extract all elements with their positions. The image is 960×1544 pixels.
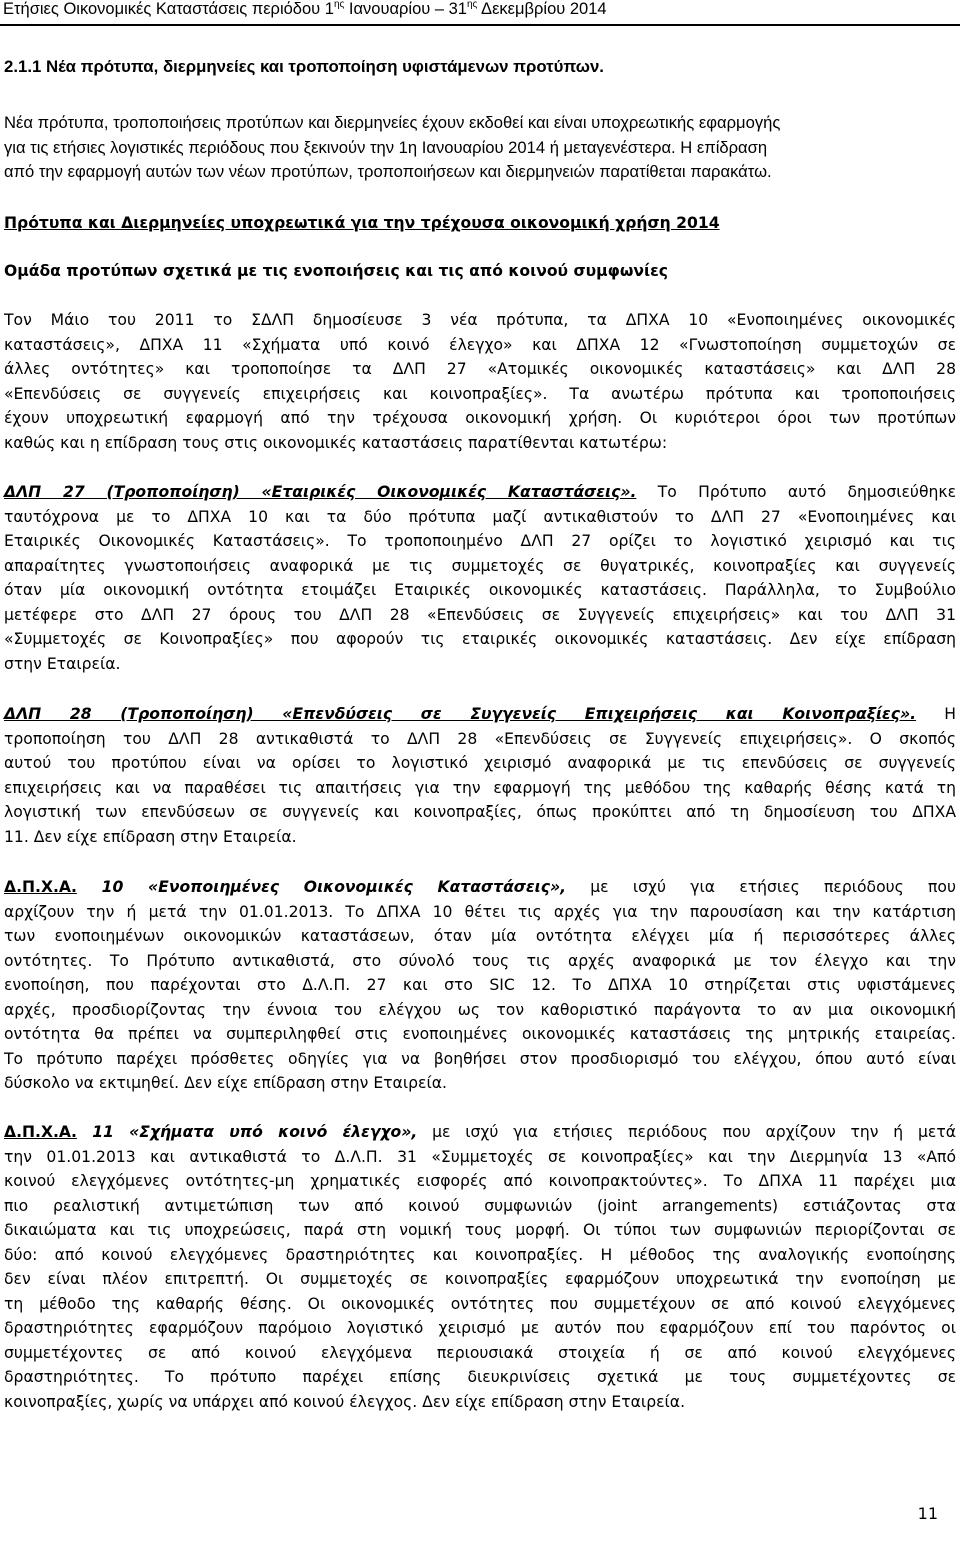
header-rule [0,24,960,26]
page-number: 11 [917,1504,938,1523]
paragraph-line: καταστάσεις», ΔΠΧΑ 11 «Σχήματα υπό κοινό έλεγχο» και ΔΠΧΑ 12 «Γνωστοποίηση συμμετοχών σε [4,335,956,354]
ias28-title: ΔΛΠ 28 (Τροποποίηση) «Επενδύσεις σε Συγγενείς Επιχειρήσεις και Κοινοπραξίες». [4,705,917,723]
paragraph-line: καθώς και η επίδραση τους στις οικονομικές καταστάσεις παρατίθενται κατωτέρω: [4,433,668,452]
paragraph-line: Δ.Π.Χ.Α. 11 «Σχήματα υπό κοινό έλεγχο», με ισχύ για ετήσιες περιόδους που αρχίζουν την ή μετά [4,1123,956,1141]
paragraph-line: ΔΛΠ 28 (Τροποποίηση) «Επενδύσεις σε Συγγενείς Επιχειρήσεις και Κοινοπραξίες». Η [4,705,957,723]
paragraph-line: άλλες οντότητες» και τροποποίησε τα ΔΛΠ 27 «Ατομικές οικονομικές καταστάσεις» και ΔΛΠ 28 [4,360,956,378]
paragraph-line: 11. Δεν είχε επίδραση στην Εταιρεία. [4,827,297,846]
paragraph-line: απαραίτητες γνωστοποιήσεις αναφορικά με τις συμμετοχές σε θυγατρικές, κοινοπραξίες και συγγενείς [4,556,956,575]
paragraph-line: οντότητες. Το Πρότυπο αντικαθιστά, στο σύνολό τους τις αρχές αναφορικά με τον έλεγχο και την [4,951,956,970]
paragraph-line: κοινοπραξίες, χωρίς να υπάρχει από κοινού έλεγχος. Δεν είχε επίδραση στην Εταιρεία. [4,1392,686,1411]
ifrs11-paragraph [4,1120,956,1414]
paragraph-line: μετέφερε στο ΔΛΠ 27 όρους του ΔΛΠ 28 «Επενδύσεις σε Συγγενείς επιχειρήσεις» και του ΔΛΠ 31 [4,605,956,624]
subheading: Πρότυπα και Διερμηνείες υποχρεωτικά για την τρέχουσα οικονομική χρήση 2014 [4,214,720,232]
paragraph-line: δύο: από κοινού ελεγχόμενες δραστηριότητες και κοινοπραξίες. Η μέθοδος της αναλογικής ενοποίησης [4,1245,956,1264]
paragraph-line: δύσκολο να εκτιμηθεί. Δεν είχε επίδραση στην Εταιρεία. [4,1074,447,1092]
group-heading: Ομάδα προτύπων σχετικά με τις ενοποιήσεις και τις από κοινού συμφωνίες [4,262,669,280]
paragraph-line: όταν μία οικονομική οντότητα ετοιμάζει Εταιρικές οικονομικές καταστάσεις. Παράλληλα, το Συμβούλιο [4,581,956,599]
paragraph-line: Το πρότυπο παρέχει πρόσθετες οδηγίες για να βοηθήσει στον προσδιορισμό του ελέγχου, όπου αυτό είναι [4,1049,956,1068]
paragraph-line: ενοποίηση, που παρέχονται στο Δ.Λ.Π. 27 και στο SIC 12. Το ΔΠΧΑ 10 στηρίζεται στις υφιστάμενες [4,976,956,994]
paragraph-line: τη μέθοδο της καθαρής θέσης. Οι οικονομικές οντότητες που συμμετέχουν σε από κοινού ελεγχόμενες [4,1294,956,1313]
paragraph-line: στην Εταιρεία. [4,654,121,673]
paragraph-line: αυτού του προτύπου είναι να ορίσει το λογιστικό χειρισμό αναφορικά με τις επενδύσεις σε συγγενείς [4,754,956,772]
ias27-title: ΔΛΠ 27 (Τροποποίηση) «Εταιρικές Οικονομικές Καταστάσεις». [4,483,637,501]
intro-line: από την εφαρμογή αυτών των νέων προτύπων, τροποποιήσεων και διερμηνειών παρατίθεται παρακάτω. [4,162,772,181]
paragraph-line: των ενοποιημένων οικονομικών καταστάσεων, όταν μία οντότητα ελέγχει μία ή περισσότερες άλλες [4,927,956,945]
subheading-block [4,211,956,236]
paragraph-line: κοινού ελεγχόμενες οντότητες-μη χρηματικές εισφορές από κοινοπρακτούντες». Το ΔΠΧΑ 11 παρέχει μια [4,1172,956,1190]
section-title: 2.1.1 Νέα πρότυπα, διερμηνείες και τροποποίηση υφιστάμενων προτύπων. [4,57,604,76]
paragraph-line: δραστηριότητες εφαρμόζουν παρόμοιο λογιστικό χειρισμό με αυτόν που εφαρμόζουν επί του παρόντος οι [4,1319,956,1337]
paragraph-line: «Επενδύσεις σε συγγενείς επιχειρήσεις και κοινοπραξίες». Τα ανωτέρω πρότυπα και τροποποιήσεις [4,384,956,403]
paragraph-line: αρχές, προσδιορίζοντας την έννοια του ελέγχου ως τον καθοριστικό παράγοντα το αν μια οικονομική [4,1000,956,1019]
ifrs11-abbr: Δ.Π.Χ.Α. [4,1123,77,1141]
paragraph-line: Τον Μάιο του 2011 το ΣΔΛΠ δημοσίευσε 3 νέα πρότυπα, τα ΔΠΧΑ 10 «Ενοποιημένες οικονομικές [4,311,956,329]
paragraph-line: συμμετέχοντες σε από κοινού ελεγχόμενα περιουσιακά στοιχεία ή σε από κοινού ελεγχόμενες [4,1343,956,1362]
paragraph-line: αρχίζουν την ή μετά την 01.01.2013. Το ΔΠΧΑ 10 θέτει τις αρχές για την παρουσίαση και την κατάρτιση [4,902,956,921]
paragraph-line: ταυτόχρονα με το ΔΠΧΑ 10 και τα δύο πρότυπα μαζί αντικαθιστούν το ΔΛΠ 27 «Ενοποιημένες και [4,507,956,526]
paragraph-line: τροποποίηση του ΔΛΠ 28 αντικαθιστά το ΔΛΠ 28 «Επενδύσεις σε Συγγενείς επιχειρήσεις». Ο σκοπός [4,729,956,748]
paragraph-line: Δ.Π.Χ.Α. 10 «Ενοποιημένες Οικονομικές Καταστάσεις», με ισχύ για ετήσιες περιόδους που [4,878,956,896]
ifrs10-abbr: Δ.Π.Χ.Α. [4,878,77,896]
paragraph-line: έχουν υποχρεωτική εφαρμογή από την τρέχουσα οικονομική χρήση. Οι κυριότεροι όροι των προτύπων [4,409,956,427]
page-header: Ετήσιες Οικονομικές Καταστάσεις περιόδου $1^{\eta\varsigma}$ Ιανουαρίου – $31^{\eta\varsigma}$ Δεκεμβρίου 2014 [3,0,607,18]
ias27-paragraph [4,480,956,676]
paragraph-line: «Συμμετοχές σε Κοινοπραξίες» που αφορούν τις εταιρικές οικονομικές καταστάσεις. Δεν είχε επίδραση [4,630,956,648]
paragraph-line: δεν είναι πλέον επιτρεπτή. Οι συμμετοχές σε κοινοπραξίες εφαρμόζουν υποχρεωτικά την ενοποίηση με [4,1270,956,1288]
paragraph-line: ΔΛΠ 27 (Τροποποίηση) «Εταιρικές Οικονομικές Καταστάσεις». Το Πρότυπο αυτό δημοσιεύθηκε [4,483,957,501]
ias28-paragraph [4,702,956,849]
intro-paragraph [4,111,956,185]
paragraph-line: λογιστική των επενδύσεων σε συγγενείς και κοινοπραξίες, όπως προκύπτει από τη δημοσίευση του ΔΠΧΑ [4,803,956,821]
paragraph-line: δραστηριότητες. Το πρότυπο παρέχει επίσης διευκρινίσεις σχετικά με τους συμμετέχοντες σε [4,1368,956,1386]
paragraph-line: την 01.01.2013 και αντικαθιστά το Δ.Λ.Π. 31 «Συμμετοχές σε κοινοπραξίες» και την Διερμηνία 13 «Από [4,1147,956,1166]
paragraph-line: οντότητα θα πρέπει να συμπεριληφθεί στις ενοποιημένες οικονομικές καταστάσεις της μητρικής εταιρείας. [4,1025,956,1043]
intro-line: Νέα πρότυπα, τροποποιήσεις προτύπων και διερμηνείες έχουν εκδοθεί και είναι υποχρεωτικής εφαρμογής [4,113,781,132]
paragraph-may-2011 [4,308,956,455]
intro-line: για τις ετήσιες λογιστικές περιόδους που ξεκινούν την 1η Ιανουαρίου 2014 ή μεταγενέστερα. Η επίδραση [4,137,768,157]
group-heading-block [4,259,956,284]
ifrs10-title: 10 «Ενοποιημένες Οικονομικές Καταστάσεις», [76,878,567,896]
paragraph-line: δικαιώματα και τις υποχρεώσεις, παρά στη νομική τους μορφή. Οι τύποι των συμφωνιών περιορίζονται σε [4,1221,956,1239]
paragraph-line: Εταιρικές Οικονομικές Καταστάσεις». Το τροποποιημένο ΔΛΠ 27 ορίζει το λογιστικό χειρισμό και τις [4,532,956,550]
ifrs11-title: 11 «Σχήματα υπό κοινό έλεγχο», [76,1123,418,1141]
paragraph-line: πιο ρεαλιστική αντιμετώπιση των από κοινού συμφωνιών (joint arrangements) εστιάζοντας στα [4,1196,956,1215]
paragraph-line: επιχειρήσεις και να παραθέσει τις απαιτήσεις για την εφαρμογή της μεθόδου της καθαρής θέσης κατά τη [4,778,956,797]
ifrs10-paragraph [4,875,956,1096]
